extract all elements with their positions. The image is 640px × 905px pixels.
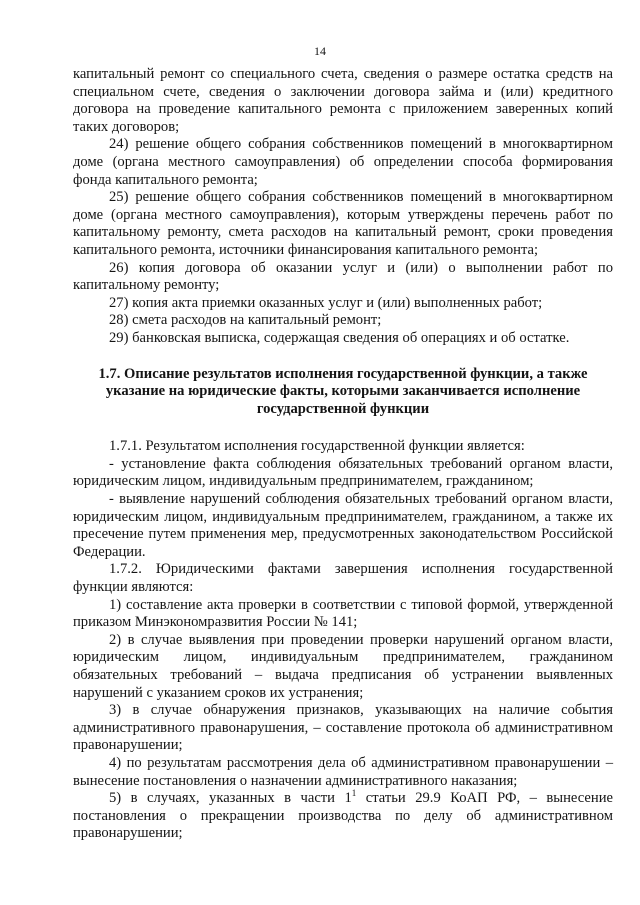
paragraph-text-part: статьи 29.9 КоАП РФ, – вынесение постановления о прекращении производства по делу об административном правонарушении; bbox=[73, 790, 613, 842]
paragraph: 28) смета расходов на капитальный ремонт; bbox=[109, 312, 382, 329]
paragraph: 26) копия договора об оказании услуг и (или) о выполнении работ по капитальному ремонту; bbox=[73, 259, 613, 294]
paragraph-last bbox=[73, 790, 613, 843]
page-number: 14 bbox=[314, 44, 326, 58]
paragraph: 4) по результатам рассмотрения дела об административном правонарушении – вынесение постановления о назначении административного наказания; bbox=[73, 754, 613, 789]
paragraph: - выявление нарушений соблюдения обязательных требований органом власти, юридическим лицом, индивидуальным предпринимателем, гражданином, а также их пресечение путем применения мер, предусмотренных законодательством Российской Федерации. bbox=[73, 491, 613, 560]
paragraph: 2) в случае выявления при проведении проверки нарушений органом власти, юридическим лицом, индивидуальным предпринимателем, гражданином обязательных требований – выдача предписания об устранении выявленных нарушений с указанием сроков их устранения; bbox=[73, 631, 613, 701]
paragraph: 29) банковская выписка, содержащая сведения об операциях и об остатке. bbox=[109, 329, 570, 346]
paragraph: 3) в случае обнаружения признаков, указывающих на наличие события административного правонарушения, – составление протокола об административном правонарушении; bbox=[73, 702, 613, 754]
paragraph: 1) составление акта проверки в соответствии с типовой формой, утвержденной приказом Минэкономразвития России № 141; bbox=[73, 596, 613, 631]
paragraph-text-part: 5) в случаях, указанных в части 1 bbox=[109, 790, 352, 807]
paragraph: капитальный ремонт со специального счета, сведения о размере остатка средств на специальном счете, сведения о заключении договора займа и (или) кредитного договора на проведение капитального ремонта с приложением заверенных копий таких договоров; bbox=[73, 66, 613, 135]
section-heading: 1.7. Описание результатов исполнения государственной функции, а также указание на юридические факты, которыми заканчивается исполнение государственной функции bbox=[98, 365, 588, 417]
paragraph: 27) копия акта приемки оказанных услуг и (или) выполненных работ; bbox=[109, 294, 543, 311]
paragraph: 1.7.1. Результатом исполнения государственной функции является: bbox=[109, 438, 525, 455]
paragraph: 25) решение общего собрания собственников помещений в многоквартирном доме (органа местного самоуправления), которым утверждены перечень работ по капитальному ремонту, смета расходов на капитальный ремонт, сроки проведения капитального ремонта, источники финансирования капитального ремонта; bbox=[73, 189, 613, 258]
paragraph: 24) решение общего собрания собственников помещений в многоквартирном доме (органа местного самоуправления) об определении способа формирования фонда капитального ремонта; bbox=[73, 136, 613, 188]
paragraph: 1.7.2. Юридическими фактами завершения исполнения государственной функции являются: bbox=[73, 561, 613, 596]
paragraph: - установление факта соблюдения обязательных требований органом власти, юридическим лицом, индивидуальным предпринимателем, гражданином; bbox=[73, 455, 613, 490]
document-body bbox=[73, 66, 613, 843]
superscript: 1 bbox=[351, 788, 357, 799]
